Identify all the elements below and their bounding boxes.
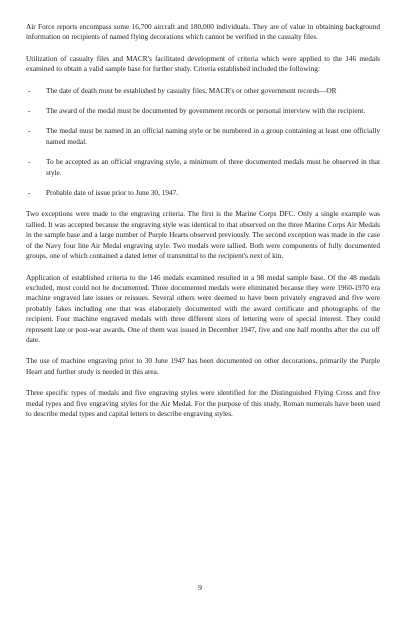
criteria-item: [26, 86, 380, 96]
paragraph-specific-types: Three specific types of medals and five engraving styles were identified for the Distinguished Flying Cross and five medal types and five engraving styles for the Air Medal. For the purpose of this study, Roman numerals have been used to describe medal types and capital letters to describe engraving styles.: [26, 388, 380, 418]
paragraph-machine-engraving: The use of machine engraving prior to 30 June 1947 has been documented on other decorations, primarily the Purple Heart and further study is needed in this area.: [26, 356, 380, 376]
paragraph-application: Application of established criteria to the 146 medals examined resulted in a 98 medal sample base. Of the 48 medals excluded, most could not be documented. Three documented medals were eliminated because they were 1960-1970 era machine engraved late issues or reissues. Several others were deemed to have been privately engraved and five were probably fakes including one that was elaborately documented with the award certificate and photographs of the recipient. Four machine engraved medals with three different sizes of lettering were of special interest. They could represent late or post-war awards. One of them was issued in December 1947, five and one half months after the cut off date.: [26, 272, 380, 344]
criteria-item: [26, 188, 380, 198]
criteria-text: Probable date of issue prior to June 30, 1947.: [46, 188, 179, 198]
paragraph-exceptions: Two exceptions were made to the engraving criteria. The first is the Marine Corps DFC. Only a single example was tallied. It was accepted because the engraving style was identical to that observed on the three Marine Corps Air Medals in the sample base and a large number of Purple Hearts observed previously. The second exception was made in the case of the Navy four line Air Medal engraving style. Two medals were tallied. Both were components of fully documented groups, one of which contained a dated letter of transmittal to the recipient's next of kin.: [26, 209, 380, 261]
criteria-text: The date of death must be established by casualty files, MACR's or other government records—OR: [46, 85, 337, 95]
paragraph-air-force-reports: Air Force reports encompass some 16,700 aircraft and 180,000 individuals. They are of value in obtaining background information on recipients of named flying decorations which cannot be verified in the casualty files.: [26, 22, 380, 42]
criteria-item: [26, 106, 380, 116]
bullet-dash: -: [28, 188, 31, 198]
criteria-item: [26, 126, 380, 147]
page-number: 9: [198, 583, 202, 592]
criteria-text: The medal must be named in an official naming style or be numbered in a group containing at least one officially named medal.: [46, 126, 380, 146]
document-page: [26, 22, 380, 430]
criteria-text: To be accepted as an official engraving style, a minimum of three documented medals must be observed in that style.: [46, 157, 380, 177]
bullet-dash: -: [28, 85, 31, 95]
criteria-text: The award of the medal must be documented by government records or personal interview with the recipient.: [46, 106, 366, 116]
bullet-dash: -: [28, 157, 31, 167]
criteria-list: [26, 86, 380, 199]
criteria-item: [26, 157, 380, 178]
bullet-dash: -: [28, 126, 31, 136]
paragraph-utilization: Utilization of casualty files and MACR's facilitated development of criteria which were applied to the 146 medals examined to obtain a valid sample base for further study. Criteria established included the following:: [26, 53, 380, 74]
bullet-dash: -: [28, 106, 31, 116]
